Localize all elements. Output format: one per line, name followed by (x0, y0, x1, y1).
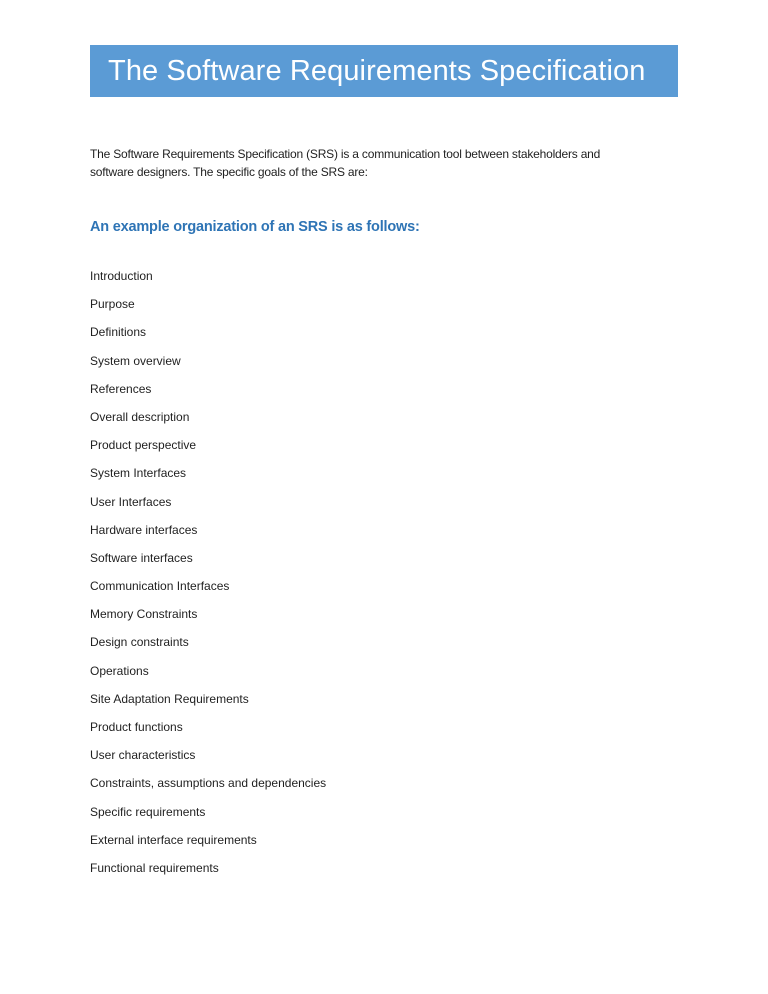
title-banner (90, 45, 678, 97)
list-item: Site Adaptation Requirements (90, 691, 249, 706)
list-item: External interface requirements (90, 832, 257, 847)
list-item: Design constraints (90, 635, 189, 650)
list-item: Product functions (90, 720, 183, 734)
list-item: References (90, 381, 152, 396)
list-item: User characteristics (90, 748, 196, 763)
list-item: System Interfaces (90, 466, 187, 481)
list-item: User Interfaces (90, 494, 172, 509)
list-item: Functional requirements (90, 860, 219, 875)
intro-line: The Software Requirements Specification (SRS) is a communication tool between stakeholders and (90, 147, 601, 161)
list-item: Product perspective (90, 438, 197, 453)
list-item: Purpose (90, 297, 135, 312)
list-item: Operations (90, 663, 149, 678)
list-item: Introduction (90, 269, 153, 283)
list-item: Memory Constraints (90, 607, 198, 622)
list-item: System overview (90, 353, 181, 368)
srs-outline-list (90, 268, 326, 888)
intro-paragraph (90, 145, 690, 181)
list-item: Overall description (90, 409, 190, 424)
list-item: Constraints, assumptions and dependencies (90, 776, 327, 791)
section-heading: An example organization of an SRS is as follows: (90, 219, 420, 235)
list-item: Software interfaces (90, 550, 193, 565)
list-item: Communication Interfaces (90, 579, 230, 594)
page-title: The Software Requirements Specification (108, 54, 646, 87)
list-item: Definitions (90, 325, 147, 340)
list-item: Specific requirements (90, 804, 206, 819)
list-item: Hardware interfaces (90, 522, 198, 537)
intro-line: software designers. The specific goals of the SRS are: (90, 165, 368, 179)
